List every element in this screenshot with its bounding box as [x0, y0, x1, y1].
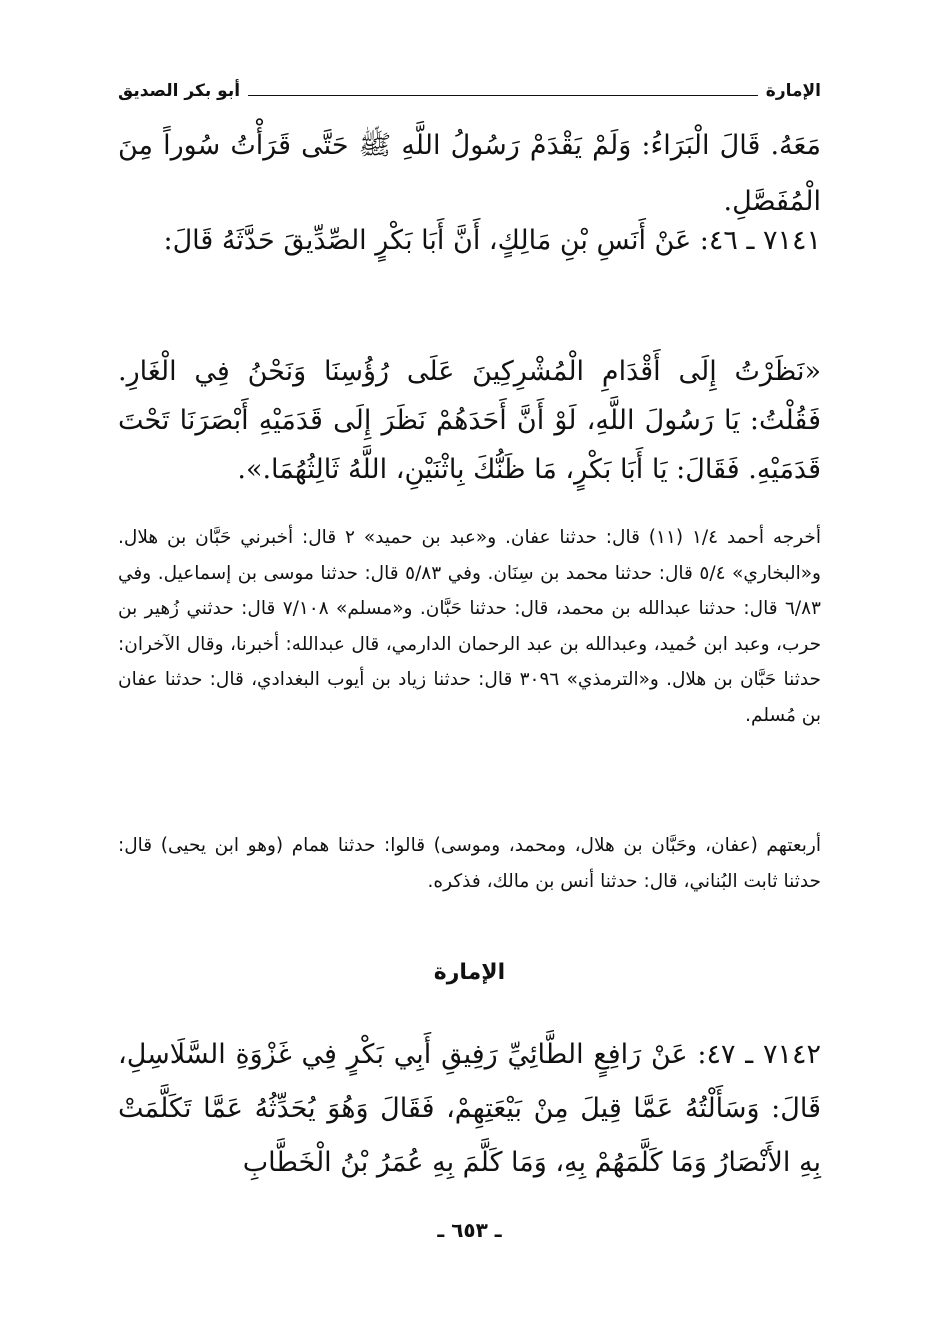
takhrij-paragraph-2: أربعتهم (عفان، وحَبَّان بن هلال، ومحمد، وموسى) قالوا: حدثنا همام (وهو ابن يحيى) قال: حدثنا ثابت البُناني، قال: حدثنا أنس بن مالك، فذكره. — [118, 835, 821, 892]
continuation-line: مَعَهُ. قَالَ الْبَرَاءُ: وَلَمْ يَقْدَمْ رَسُولُ اللَّهِ ﷺ حَتَّى قَرَأْتُ سُوراً مِنَ الْمُفَصَّلِ. — [118, 130, 821, 217]
takhrij-paragraph-1: أخرجه أحمد ١/٤ (١١) قال: حدثنا عفان. و«عبد بن حميد» ٢ قال: أخبرني حَبَّان بن هلال. و«البخاري» ٥/٤ قال: حدثنا محمد بن سِنَان. وفي ٥/٨٣ قال: حدثنا موسى بن إسماعيل. وفي ٦/٨٣ قال: حدثنا عبدالله بن محمد، قال: حدثنا حَبَّان. و«مسلم» ٧/١٠٨ قال: حدثني زُهير بن حرب، وعبد ابن حُميد، وعبدالله بن عبد الرحمان الدارمي، قال عبدالله: أخبرنا، وقال الآخران: حدثنا حَبَّان بن هلال. و«الترمذي» ٣٠٩٦ قال: حدثنا زياد بن أيوب البغدادي، قال: حدثنا عفان بن مُسلم. — [118, 527, 821, 726]
page-number: ـ ٦٥٣ ـ — [437, 1218, 502, 1242]
header-chapter-title: الإمارة — [765, 81, 821, 101]
header-author-name: أبو بكر الصديق — [118, 81, 241, 101]
takhrij-summary — [118, 828, 821, 899]
hadith-7141-body — [118, 347, 821, 494]
hadith-7142-text: ٧١٤٢ ـ ٤٧: عَنْ رَافِعٍ الطَّائِيِّ رَفِيقِ أَبِي بَكْرٍ فِي غَزْوَةِ السَّلَاسِلِ، قَالَ: وَسَأَلْتُهُ عَمَّا قِيلَ مِنْ بَيْعَتِهِمْ، فَقَالَ وَهُوَ يُحَدِّثُهُ عَمَّا تَكَلَّمَتْ بِهِ الأَنْصَارُ وَمَا كَلَّمَهُمْ بِهِ، وَمَا كَلَّمَ بِهِ عُمَرُ بْنُ الْخَطَّابِ — [118, 1039, 822, 1178]
hadith-7141-intro: ٧١٤١ ـ ٤٦: عَنْ أَنَسِ بْنِ مَالِكٍ، أَنَّ أَبَا بَكْرٍ الصِّدِّيقَ حَدَّثَهُ قَالَ: — [163, 225, 821, 256]
section-heading: الإمارة — [433, 960, 506, 985]
takhrij-section — [118, 520, 821, 733]
hadith-7141-text: «نَظَرْتُ إِلَى أَقْدَامِ الْمُشْرِكِينَ عَلَى رُؤُسِنَا وَنَحْنُ فِي الْغَارِ. فَقُلْتُ: يَا رَسُولَ اللَّهِ، لَوْ أَنَّ أَحَدَهُمْ نَظَرَ إِلَى قَدَمَيْهِ أَبْصَرَنَا تَحْتَ قَدَمَيْهِ. فَقَالَ: يَا أَبَا بَكْرٍ، مَا ظَنُّكَ بِاثْنَيْنِ، اللَّهُ ثَالِثُهُمَا.». — [118, 356, 821, 485]
hadith-7141 — [118, 213, 821, 269]
running-header — [118, 78, 821, 104]
header-rule — [248, 95, 758, 96]
hadith-7142 — [118, 1028, 821, 1190]
